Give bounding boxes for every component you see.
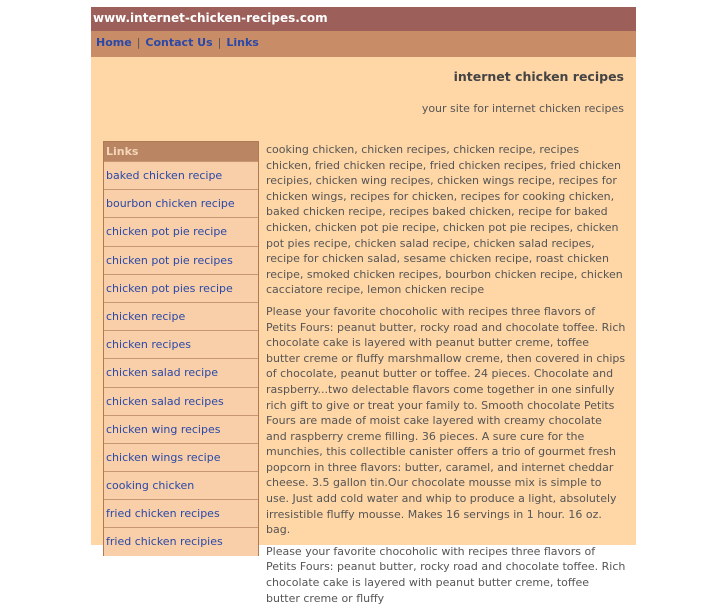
sidebar-item	[104, 189, 258, 217]
body-paragraph: Please your favorite chocoholic with recipes three flavors of Petits Fours: peanut butter, rocky road and chocolate toffee. Rich chocolate cake is layered with peanut butter creme, toffee butter creme or fluffy marshmallow creme, then covered in chips of chocolate, peanut butter or toffee. 24 pieces. Chocolate and raspberry...two delectable flavors come together in one sinfully rich gift to give or treat your family to. Smooth chocolate Petits Fours are made of moist cake layered with creamy chocolate and raspberry creme filling. 36 pieces. A sure cure for the munchies, this collectible canister offers a trio of gourmet fresh popcorn in three flavors: butter, caramel, and internet cheddar cheese. 3.5 gallon tin.Our chocolate mousse mix is simple to use. Just add cold water and whip to produce a light, absolutely irresistible fluffy mousse. Makes 16 servings in 1 hour. 16 oz. bag.	[266, 304, 626, 537]
site-url-title: www.internet-chicken-recipes.com	[93, 11, 328, 25]
keywords-paragraph: cooking chicken, chicken recipes, chicken recipe, recipes chicken, fried chicken recipe, fried chicken recipes, fried chicken recipies, chicken wing recipes, chicken wings recipe, recipes for chicken wings, recipes for chicken, recipes for cooking chicken, baked chicken recipe, recipes baked chicken, recipe for baked chicken, chicken pot pie recipe, chicken pot pie recipes, chicken pot pies recipe, chicken salad recipe, chicken salad recipes, recipe for chicken salad, sesame chicken recipe, roast chicken recipe, smoked chicken recipes, bourbon chicken recipe, chicken cacciatore recipe, lemon chicken recipe	[266, 143, 623, 297]
sidebar-item	[104, 161, 258, 189]
nav-home-link[interactable]: Home	[96, 36, 132, 49]
nav-separator: |	[136, 36, 141, 49]
sidebar-item	[104, 217, 258, 245]
top-nav	[91, 31, 636, 57]
sidebar-item	[104, 246, 258, 274]
sidebar-link-baked-chicken-recipe[interactable]: baked chicken recipe	[106, 169, 223, 182]
body-paragraph: Please your favorite chocoholic with recipes three flavors of Petits Fours: peanut butter, rocky road and chocolate toffee. Rich chocolate cake is layered with peanut butter creme, toffee butter creme or fluffy	[266, 544, 626, 605]
sidebar-link-fried-chicken-recipies[interactable]: fried chicken recipies	[106, 535, 223, 549]
sidebar-link-chicken-salad-recipe[interactable]: chicken salad recipe	[106, 366, 218, 380]
sidebar-link-chicken-pot-pie-recipes[interactable]: chicken pot pie recipes	[106, 253, 233, 267]
page-container	[91, 7, 636, 605]
sidebar-item	[104, 527, 258, 555]
sidebar-link-fried-chicken-recipes[interactable]: fried chicken recipes	[106, 507, 220, 521]
sidebar-links	[103, 141, 259, 556]
sidebar-item	[104, 443, 258, 471]
sidebar-item	[104, 302, 258, 330]
sidebar-item	[104, 415, 258, 443]
site-tagline: your site for internet chicken recipes	[421, 102, 624, 115]
sidebar-link-chicken-wing-recipes[interactable]: chicken wing recipes	[106, 422, 221, 436]
nav-links-link[interactable]: Links	[226, 36, 259, 49]
nav-separator: |	[217, 36, 222, 49]
sidebar-item	[104, 499, 258, 527]
main-content	[266, 142, 626, 612]
sidebar-link-chicken-wings-recipe[interactable]: chicken wings recipe	[106, 450, 221, 464]
sidebar-link-chicken-recipe[interactable]: chicken recipe	[106, 309, 186, 323]
sidebar-item	[104, 330, 258, 358]
sidebar-link-chicken-recipes[interactable]: chicken recipes	[106, 338, 191, 352]
sidebar-heading: Links	[104, 142, 258, 161]
sidebar-link-cooking-chicken[interactable]: cooking chicken	[106, 479, 195, 493]
sidebar-link-bourbon-chicken-recipe[interactable]: bourbon chicken recipe	[106, 197, 235, 211]
sidebar-link-chicken-salad-recipes[interactable]: chicken salad recipes	[106, 394, 224, 408]
sidebar-item	[104, 358, 258, 386]
sidebar-link-chicken-pot-pies-recipe[interactable]: chicken pot pies recipe	[106, 281, 233, 295]
nav-contact-link[interactable]: Contact Us	[145, 36, 213, 49]
sidebar-link-chicken-pot-pie-recipe[interactable]: chicken pot pie recipe	[106, 225, 228, 239]
sidebar-item	[104, 387, 258, 415]
site-header	[91, 7, 636, 31]
sidebar-item	[104, 471, 258, 499]
page-title: internet chicken recipes	[453, 69, 624, 84]
sidebar-item	[104, 274, 258, 302]
